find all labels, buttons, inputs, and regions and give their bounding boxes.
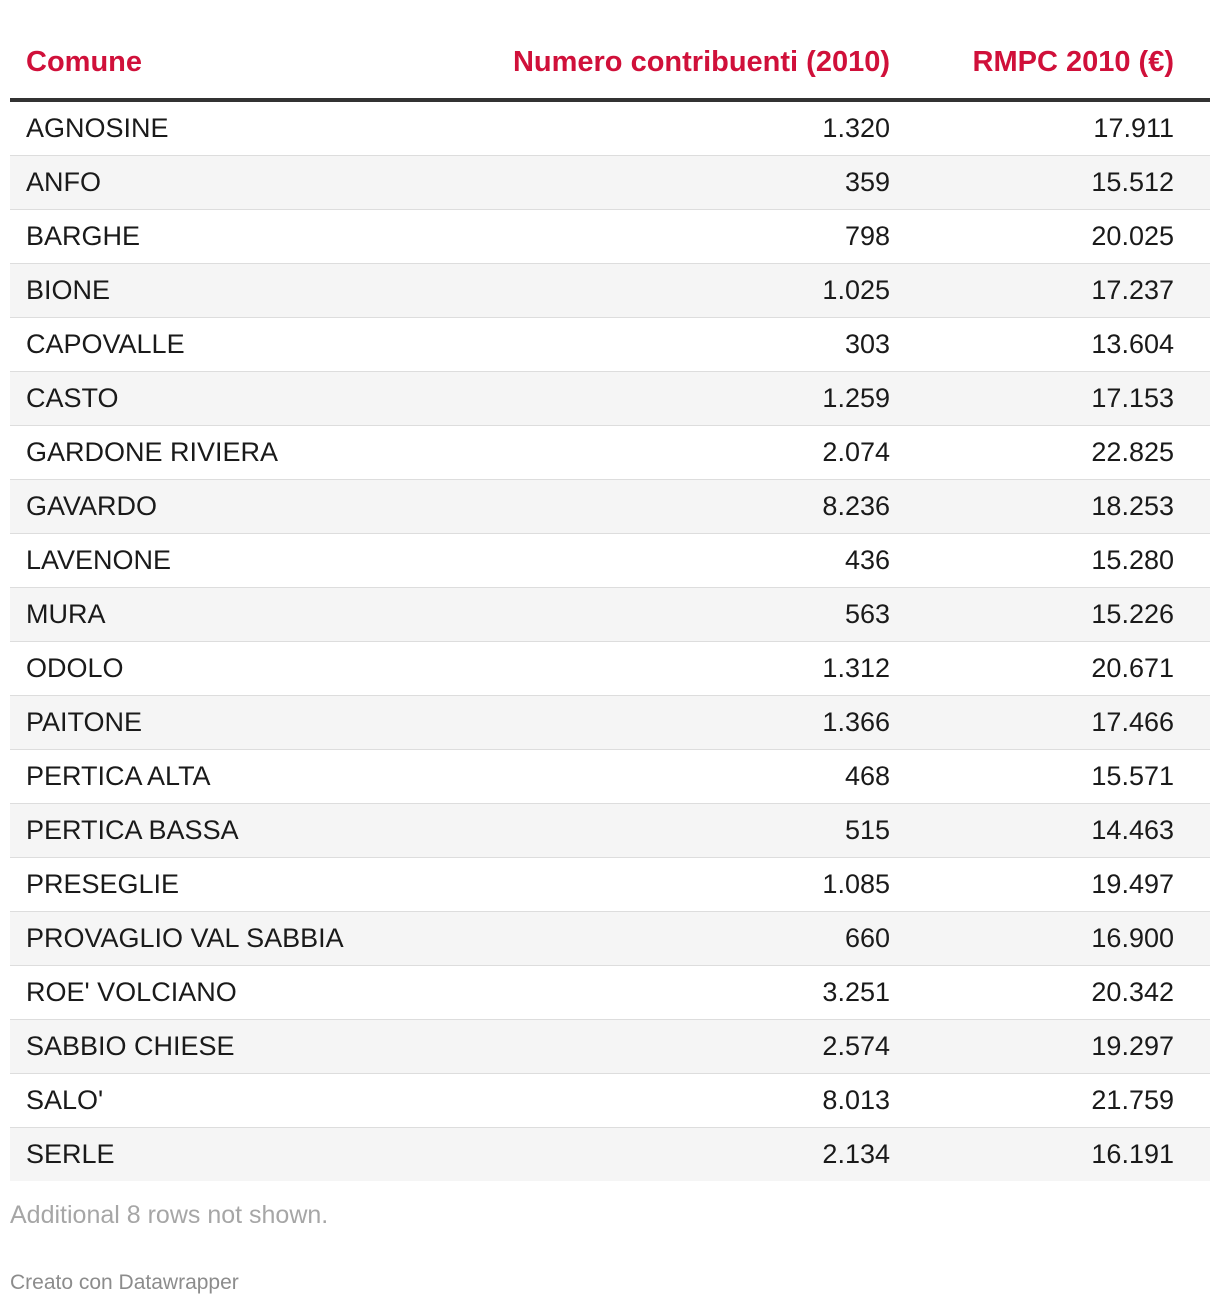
- table-row: [10, 1074, 1210, 1128]
- table-row: [10, 318, 1210, 372]
- table-row: [10, 156, 1210, 210]
- cell-rmpc: 20.342: [1091, 977, 1174, 1007]
- cell-rmpc: 15.571: [1091, 761, 1174, 791]
- credit-line: Creato con Datawrapper: [10, 1271, 239, 1294]
- cell-rmpc: 21.759: [1091, 1085, 1174, 1115]
- table-row: [10, 264, 1210, 318]
- cell-rmpc: 22.825: [1091, 437, 1174, 467]
- cell-numero-contribuenti: 798: [844, 221, 890, 251]
- cell-comune: LAVENONE: [26, 545, 172, 575]
- table-row: [10, 642, 1210, 696]
- cell-comune: PROVAGLIO VAL SABBIA: [26, 923, 344, 953]
- cell-comune: BARGHE: [26, 221, 141, 251]
- cell-rmpc: 19.497: [1091, 869, 1174, 899]
- cell-rmpc: 15.280: [1091, 545, 1174, 575]
- cell-comune: GAVARDO: [26, 491, 158, 521]
- cell-numero-contribuenti: 2.574: [822, 1031, 890, 1061]
- cell-numero-contribuenti: 1.259: [822, 383, 890, 413]
- table-row: [10, 534, 1210, 588]
- cell-rmpc: 15.512: [1091, 167, 1174, 197]
- column-header-comune[interactable]: Comune: [26, 46, 142, 78]
- cell-numero-contribuenti: 3.251: [822, 977, 890, 1007]
- cell-rmpc: 13.604: [1091, 329, 1174, 359]
- cell-rmpc: 17.153: [1091, 383, 1174, 413]
- cell-numero-contribuenti: 1.025: [822, 275, 890, 305]
- cell-rmpc: 14.463: [1091, 815, 1174, 845]
- cell-comune: ANFO: [26, 167, 102, 197]
- table-row: [10, 912, 1210, 966]
- table-row: [10, 804, 1210, 858]
- table-row: [10, 696, 1210, 750]
- cell-rmpc: 20.671: [1091, 653, 1174, 683]
- cell-rmpc: 15.226: [1091, 599, 1174, 629]
- table-row: [10, 210, 1210, 264]
- cell-rmpc: 17.911: [1093, 113, 1174, 143]
- cell-numero-contribuenti: 436: [844, 545, 890, 575]
- cell-comune: BIONE: [26, 275, 111, 305]
- table-row: [10, 1128, 1210, 1181]
- cell-numero-contribuenti: 563: [844, 599, 890, 629]
- table-row: [10, 372, 1210, 426]
- column-header-rmpc[interactable]: RMPC 2010 (€): [972, 46, 1174, 78]
- table-row: [10, 750, 1210, 804]
- cell-numero-contribuenti: 468: [844, 761, 890, 791]
- table-body: [10, 102, 1210, 1181]
- cell-numero-contribuenti: 359: [844, 167, 890, 197]
- cell-numero-contribuenti: 1.085: [822, 869, 890, 899]
- cell-comune: SALO': [26, 1085, 104, 1115]
- cell-comune: ROE' VOLCIANO: [26, 977, 237, 1007]
- cell-comune: CASTO: [26, 383, 119, 413]
- cell-comune: ODOLO: [26, 653, 124, 683]
- cell-comune: SABBIO CHIESE: [26, 1031, 235, 1061]
- cell-numero-contribuenti: 8.236: [822, 491, 890, 521]
- rows-hidden-note: Additional 8 rows not shown.: [10, 1201, 329, 1229]
- cell-numero-contribuenti: 8.013: [822, 1085, 890, 1115]
- cell-comune: GARDONE RIVIERA: [26, 437, 279, 467]
- cell-numero-contribuenti: 303: [844, 329, 890, 359]
- column-header-numero-contribuenti[interactable]: Numero contribuenti (2010): [512, 46, 890, 78]
- cell-rmpc: 19.297: [1091, 1031, 1174, 1061]
- table-row: [10, 426, 1210, 480]
- cell-numero-contribuenti: 2.134: [822, 1139, 890, 1169]
- cell-numero-contribuenti: 1.366: [822, 707, 890, 737]
- table-row: [10, 966, 1210, 1020]
- cell-comune: MURA: [26, 599, 106, 629]
- cell-numero-contribuenti: 1.320: [822, 113, 890, 143]
- table-row: [10, 1020, 1210, 1074]
- cell-rmpc: 17.237: [1091, 275, 1174, 305]
- cell-numero-contribuenti: 660: [844, 923, 890, 953]
- table-row: [10, 480, 1210, 534]
- cell-rmpc: 16.900: [1091, 923, 1174, 953]
- cell-comune: CAPOVALLE: [26, 329, 185, 359]
- table-row: [10, 102, 1210, 156]
- cell-rmpc: 18.253: [1091, 491, 1174, 521]
- cell-rmpc: 20.025: [1091, 221, 1174, 251]
- cell-comune: PRESEGLIE: [26, 869, 180, 899]
- cell-comune: PERTICA ALTA: [26, 761, 211, 791]
- table-row: [10, 858, 1210, 912]
- cell-comune: SERLE: [26, 1139, 115, 1169]
- cell-comune: AGNOSINE: [26, 113, 169, 143]
- cell-comune: PERTICA BASSA: [26, 815, 239, 845]
- cell-rmpc: 16.191: [1091, 1139, 1174, 1169]
- table-row: [10, 588, 1210, 642]
- cell-numero-contribuenti: 1.312: [822, 653, 890, 683]
- table-header: [10, 0, 1210, 102]
- cell-numero-contribuenti: 515: [844, 815, 890, 845]
- cell-comune: PAITONE: [26, 707, 143, 737]
- cell-rmpc: 17.466: [1091, 707, 1174, 737]
- cell-numero-contribuenti: 2.074: [822, 437, 890, 467]
- data-table: [10, 0, 1210, 1294]
